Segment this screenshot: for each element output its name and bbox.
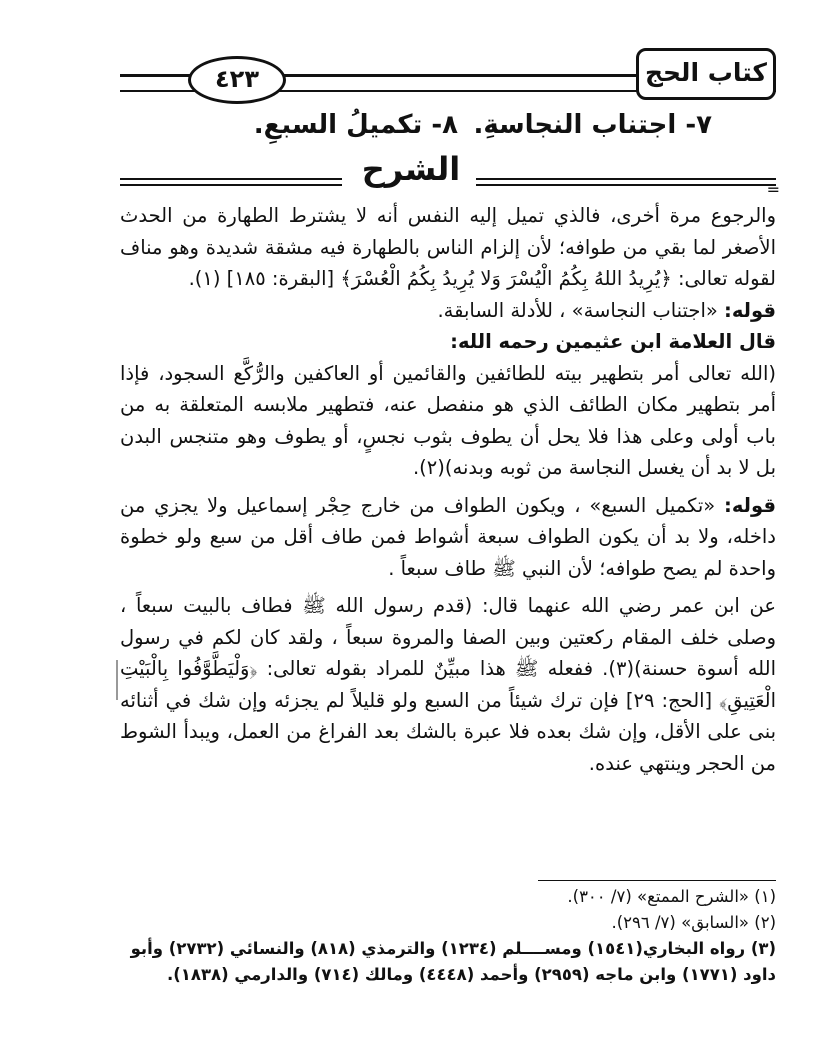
- margin-mark: [116, 660, 118, 700]
- page-number: ٤٢٣: [188, 56, 286, 104]
- paragraph-2: [120, 295, 776, 327]
- section-rule-left-2: [120, 184, 342, 186]
- paragraph-4: (الله تعالى أمر بتطهير بيته للطائفين والقائمين أو العاكفين والرُّكَّع السجود، فإذا أمر بتطهير مكان الطائف الذي هو منفصل عنه، فتطهير ملابسه المتعلقة به من باب أولى وعلى هذا فلا يحل أن يطوف بثوب نجسٍ، أو يطوف وهو متنجس البدن بل لا بد أن يغسل النجاسة من ثوبه وبدنه)(٢).: [120, 361, 776, 479]
- footnote-2: (٢) «السابق» (٧/ ٢٩٦).: [611, 913, 776, 932]
- section-rule-right: [476, 178, 776, 180]
- book-title: كتاب الحج: [636, 48, 776, 100]
- paragraph-3: قال العلامة ابن عثيمين رحمه الله:: [450, 330, 776, 353]
- section-rule-left: [120, 178, 342, 180]
- item-8: ٨- تكميلُ السبعِ.: [253, 110, 458, 140]
- paragraph-6: عن ابن عمر رضي الله عنهما قال: (قدم رسول الله ﷺ فطاف بالبيت سبعاً ، وصلى خلف المقام ركعتين وبين الصفا والمروة سبعاً ، ولقد كان لكم في رسول الله أسوة حسنة)(٣). ففعله ﷺ هذا مبيِّنٌ للمراد بقوله تعالى: ﴿وَلْيَطَّوَّفُوا بِالْبَيْتِ الْعَتِيقِ﴾ [الحج: ٢٩] فإن ترك شيئاً من السبع ولو قليلاً لم يجزئه وإن شك في أثنائه بنى على الأقل، وإن شك بعده فلا عبرة بالشك بعد الفراغ من العمل، ويبدأ الشوط من الحجر وينتهي عنده.: [120, 594, 776, 775]
- footnote-3: (٣) رواه البخاري(١٥٤١) ومســــلم (١٢٣٤) والترمذي (٨١٨) والنسائي (٢٧٣٢) وأبو داود (١٧٧١) وابن ماجه (٢٩٥٩) وأحمد (٤٤٤٨) ومالك (٧١٤) والدارمي (١٨٣٨).: [130, 939, 776, 984]
- ornament-mark: =: [766, 180, 780, 199]
- paragraph-5-lead: قوله:: [724, 493, 776, 517]
- footnote-rule: [538, 880, 776, 881]
- paragraph-5: [120, 490, 776, 585]
- body-text: [120, 200, 776, 779]
- footnote-1: (١) «الشرح الممتع» (٧/ ٣٠٠).: [567, 887, 776, 906]
- section-rule-right-2: [476, 184, 776, 186]
- paragraph-2-lead: قوله:: [724, 298, 776, 322]
- footnotes: [120, 884, 776, 988]
- paragraph-5-text: «تكميل السبع» ، ويكون الطواف من خارج حِجْر إسماعيل ولا يجزي من داخله، ولا بد أن يكون الطواف سبعة أشواط فمن طاف أقل من سبع ولو خطوة واحدة لم يصح طوافه؛ لأن النبي ﷺ طاف سبعاً .: [120, 493, 776, 580]
- paragraph-2-text: «اجتناب النجاسة» ، للأدلة السابقة.: [437, 298, 725, 322]
- paragraph-1: والرجوع مرة أخرى، فالذي تميل إليه النفس أنه لا يشترط الطهارة من الحدث الأصغر لما بقي من طوافه؛ لأن إلزام الناس بالطهارة فيه مشقة شديدة وهو مناف لقوله تعالى: ﴿يُرِيدُ اللهُ بِكُمُ الْيُسْرَ وَلا يُرِيدُ بِكُمُ الْعُسْرَ﴾ [البقرة: ١٨٥] (١).: [120, 204, 776, 290]
- item-7: ٧- اجتناب النجاسةِ.: [473, 110, 712, 140]
- section-title: الشرح: [361, 150, 461, 188]
